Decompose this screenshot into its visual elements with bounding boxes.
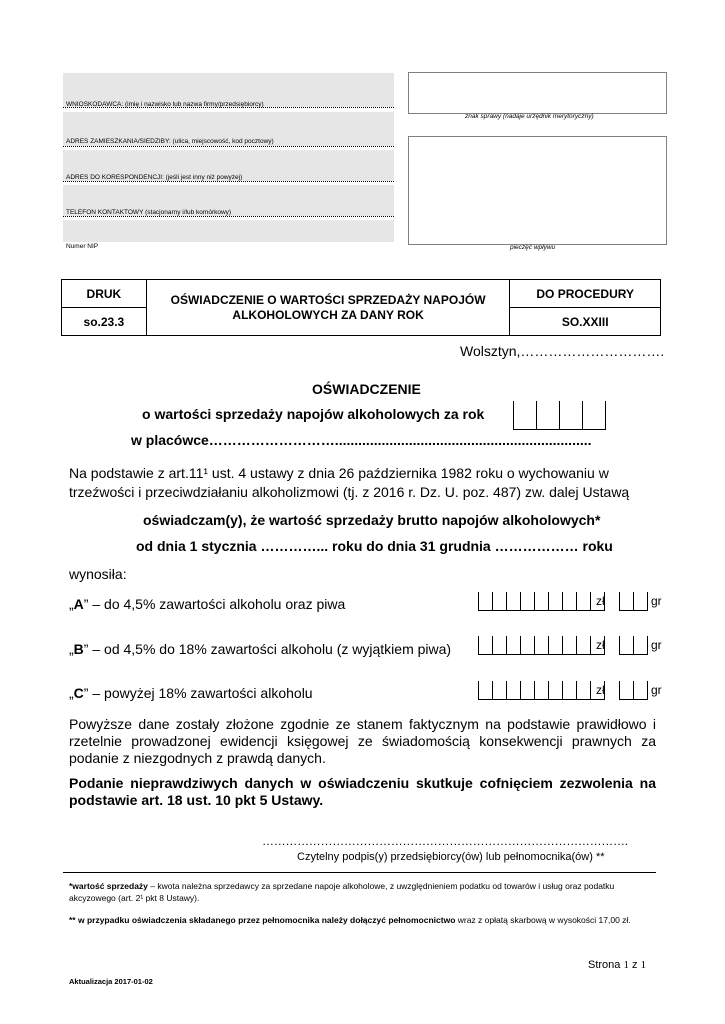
footnote-proxy: ** w przypadku oświadczenia składanego przez pełnomocnika należy dołączyć pełnomocnictwo wraz z opłatą skarbową w wysokości 17,00 zł. <box>69 915 631 925</box>
category-c-gr-unit: gr <box>651 683 662 697</box>
category-b-letter: B <box>73 641 84 657</box>
category-c-zl-unit: zł <box>596 683 605 697</box>
address-line <box>63 146 394 147</box>
druk-label: DRUK <box>62 280 147 308</box>
correspondence-line <box>63 181 394 182</box>
category-a-gr-unit: gr <box>651 594 662 608</box>
category-b-gr-cells[interactable] <box>619 636 648 655</box>
confirmation-text: Powyższe dane zostały złożone zgodnie ze stanem faktycznym na podstawie prawidłowo i rzetelnie prowadzonej ewidencji księgowej ze świadomością konsekwencji prawnych za podanie z niezgodnych z prawdą danych. <box>69 716 656 766</box>
category-a-letter: A <box>73 596 84 612</box>
legal-basis-line2: trzeźwości i przeciwdziałaniu alkoholizmowi (tj. z 2016 r. Dz. U. poz. 487) zw. dalej Ustawą <box>69 484 630 500</box>
legal-basis-line1: Na podstawie z art.11¹ ust. 4 ustawy z dnia 26 października 1982 roku o wychowaniu w <box>69 465 609 481</box>
period-text: od dnia 1 stycznia …………... roku do dnia 31 grudnia ……………… roku <box>136 538 613 554</box>
statement-subheading: o wartości sprzedaży napojów alkoholowych za rok <box>142 406 485 422</box>
year-input-cells[interactable] <box>513 401 606 430</box>
update-date: Aktualizacja 2017-01-02 <box>69 977 153 986</box>
category-a-text: „A” – do 4,5% zawartości alkoholu oraz piwa <box>69 596 346 612</box>
page-number: Strona 1 z 1 <box>588 959 647 971</box>
category-b-gr-unit: gr <box>651 638 662 652</box>
category-a-gr-cells[interactable] <box>619 592 648 611</box>
procedure-label: DO PROCEDURY <box>510 280 661 308</box>
druk-code: so.23.3 <box>62 308 147 336</box>
category-b-text: „B” – od 4,5% do 18% zawartości alkoholu (z wyjątkiem piwa) <box>69 641 452 657</box>
address-label: ADRES ZAMIESZKANIA/SIEDZIBY: (ulica, miejscowość, kod pocztowy) <box>66 138 274 145</box>
form-header-table <box>61 279 661 336</box>
category-c-text: „C” – powyżej 18% zawartości alkoholu <box>69 685 313 701</box>
category-b-zl-unit: zł <box>596 638 605 652</box>
outlet-line: w placówce……………………….................................................................. <box>131 432 592 448</box>
procedure-code: SO.XXIII <box>510 308 661 336</box>
declaration-text: oświadczam(y), że wartość sprzedaży brutto napojów alkoholowych* <box>143 512 601 528</box>
form-title <box>146 280 510 336</box>
form-title-line2: ALKOHOLOWYCH ZA DANY ROK <box>232 307 424 322</box>
phone-line <box>63 216 394 217</box>
signature-line: …………………………………………………………………………………. <box>262 834 628 848</box>
amounted-text: wynosiła: <box>69 566 127 582</box>
correspondence-label: ADRES DO KORESPONDENCJI: (jeśli jest inny niż powyżej) <box>66 174 243 181</box>
applicant-name-label: WNIOSKODAWCA: (imię i nazwisko lub nazwa firmy/przedsiębiorcy) <box>66 101 264 108</box>
nip-field[interactable] <box>63 220 394 242</box>
form-title-line1: OŚWIADCZENIE O WARTOŚCI SPRZEDAŻY NAPOJÓW <box>170 292 486 307</box>
phone-label: TELEFON KONTAKTOWY (stacjonarny i/lub komórkowy) <box>66 209 232 216</box>
place-date: Wolsztyn,…………………………. <box>460 343 665 359</box>
category-c-zl-cells[interactable] <box>478 681 605 700</box>
case-number-caption: znak sprawy (nadaje urzędnik merytoryczny) <box>465 113 594 120</box>
case-number-box <box>408 72 667 114</box>
signature-caption: Czytelny podpis(y) przedsiębiorcy(ów) lub pełnomocnika(ów) ** <box>297 851 605 863</box>
category-b-zl-cells[interactable] <box>478 636 605 655</box>
footnote-divider <box>63 872 656 873</box>
category-a-zl-unit: zł <box>596 594 605 608</box>
statement-heading: OŚWIADCZENIE <box>312 381 421 397</box>
footnote-sales-value: *wartość sprzedaży – kwota należna sprzedawcy za sprzedane napoje alkoholowe, z uwzględnieniem podatku od towarów i usług oraz podatku akcyzowego (art. 2¹ pkt 8 Ustawy). <box>69 881 615 903</box>
nip-label: Numer NIP <box>66 243 99 250</box>
category-c-letter: C <box>73 685 84 701</box>
stamp-box <box>408 136 667 245</box>
category-c-gr-cells[interactable] <box>619 681 648 700</box>
warning-text: Podanie nieprawdziwych danych w oświadczeniu skutkuje cofnięciem zezwolenia na podstawie art. 18 ust. 10 pkt 5 Ustawy. <box>69 775 656 808</box>
category-a-zl-cells[interactable] <box>478 592 605 611</box>
stamp-caption: pieczęć wpływu <box>510 244 556 251</box>
